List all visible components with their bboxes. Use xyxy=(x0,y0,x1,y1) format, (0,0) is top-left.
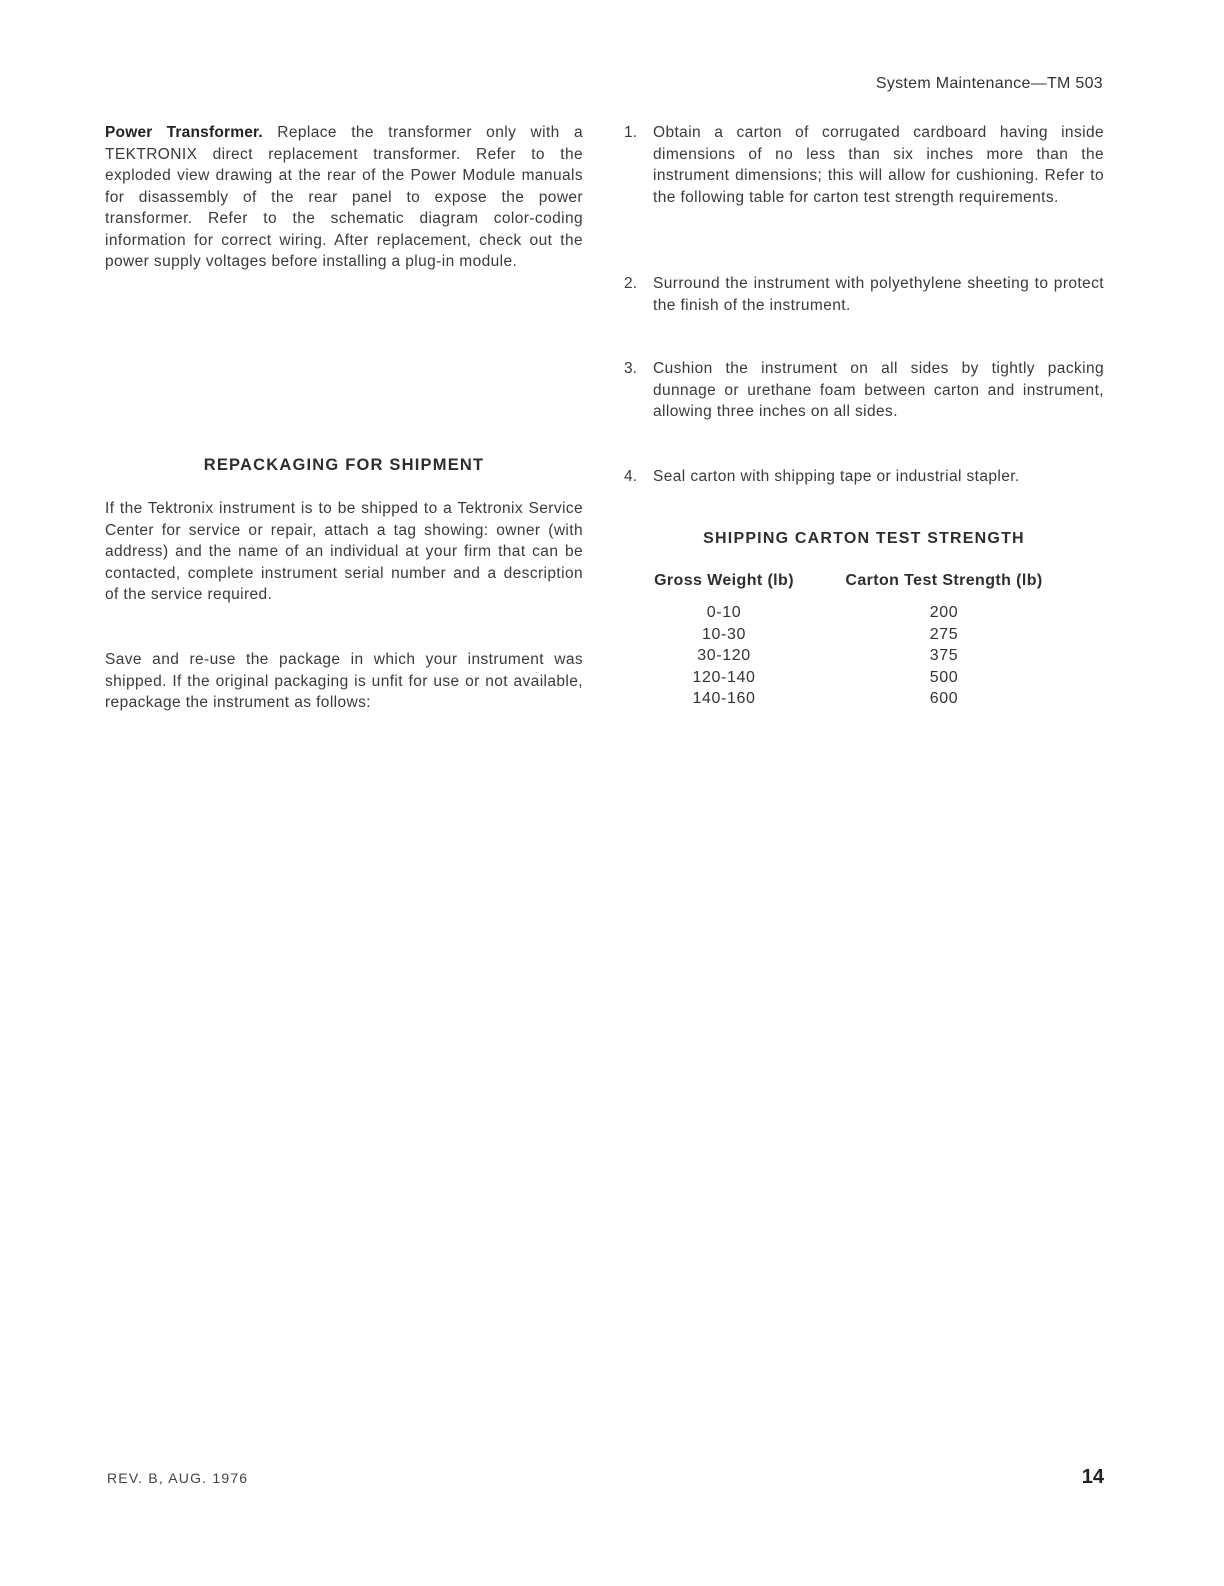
carton-strength-cell: 500 xyxy=(929,668,959,686)
gross-weight-cell: 120-140 xyxy=(692,668,756,686)
section-heading: REPACKAGING FOR SHIPMENT xyxy=(203,456,485,474)
step-1 xyxy=(624,122,1104,208)
carton-strength-cell: 600 xyxy=(929,690,959,707)
table-row xyxy=(640,624,1080,646)
running-head: System Maintenance—TM 503 xyxy=(875,75,1103,92)
revision-footer: REV. B, AUG. 1976 xyxy=(107,1470,249,1486)
carton-strength-cell: 275 xyxy=(929,625,959,643)
step-text: Obtain a carton of corrugated cardboard having inside dimensions of no less than six inches more than the instrument dimensions; this will allow for cushioning. Refer to the following table for carton test strength requirements. xyxy=(653,124,1104,206)
shipping-carton-table xyxy=(640,572,1080,710)
table-row xyxy=(640,667,1080,689)
header-gross-weight: Gross Weight (lb) xyxy=(654,572,794,589)
gross-weight-cell: 0-10 xyxy=(706,604,742,621)
step-text: Seal carton with shipping tape or industrial stapler. xyxy=(653,468,1020,485)
power-transformer-text: Replace the transformer only with a TEKTRONIX direct replacement transformer. Refer to the exploded view drawing at the rear of the Power Module manuals for disassembly of the rear panel to expose the power transformer. Refer to the schematic diagram color-coding information for correct wiring. After replacement, check out the power supply voltages before installing a plug-in module. xyxy=(105,124,583,270)
step-text: Surround the instrument with polyethylene sheeting to protect the finish of the instrument. xyxy=(653,275,1104,314)
table-row xyxy=(640,688,1080,710)
step-4 xyxy=(624,466,1104,488)
service-paragraph: If the Tektronix instrument is to be shipped to a Tektronix Service Center for service or repair, attach a tag showing: owner (with address) and the name of an individual at your firm that can be contacted, complete instrument serial number and a description of the service required. xyxy=(105,500,583,603)
power-transformer-paragraph xyxy=(105,122,583,273)
gross-weight-cell: 30-120 xyxy=(697,647,751,664)
table-row xyxy=(640,645,1080,667)
table-title: SHIPPING CARTON TEST STRENGTH xyxy=(703,530,1025,547)
step-2 xyxy=(624,273,1104,316)
table-row xyxy=(640,602,1080,624)
carton-strength-cell: 200 xyxy=(929,604,959,621)
table-header-row xyxy=(640,572,1080,602)
header-carton-strength: Carton Test Strength (lb) xyxy=(845,572,1043,589)
page-number: 14 xyxy=(1081,1466,1104,1488)
carton-strength-cell: 375 xyxy=(929,647,959,664)
step-3 xyxy=(624,358,1104,423)
reuse-paragraph: Save and re-use the package in which your instrument was shipped. If the original packaging is unfit for use or not available, repackage the instrument as follows: xyxy=(105,651,583,711)
step-number: 1. xyxy=(624,124,637,141)
step-number: 2. xyxy=(624,275,637,292)
step-text: Cushion the instrument on all sides by tightly packing dunnage or urethane foam between carton and instrument, allowing three inches on all sides. xyxy=(653,360,1104,420)
gross-weight-cell: 10-30 xyxy=(702,625,746,643)
step-number: 3. xyxy=(624,360,637,377)
power-transformer-run-in: Power Transformer. xyxy=(105,124,263,141)
gross-weight-cell: 140-160 xyxy=(692,690,756,707)
step-number: 4. xyxy=(624,468,637,485)
